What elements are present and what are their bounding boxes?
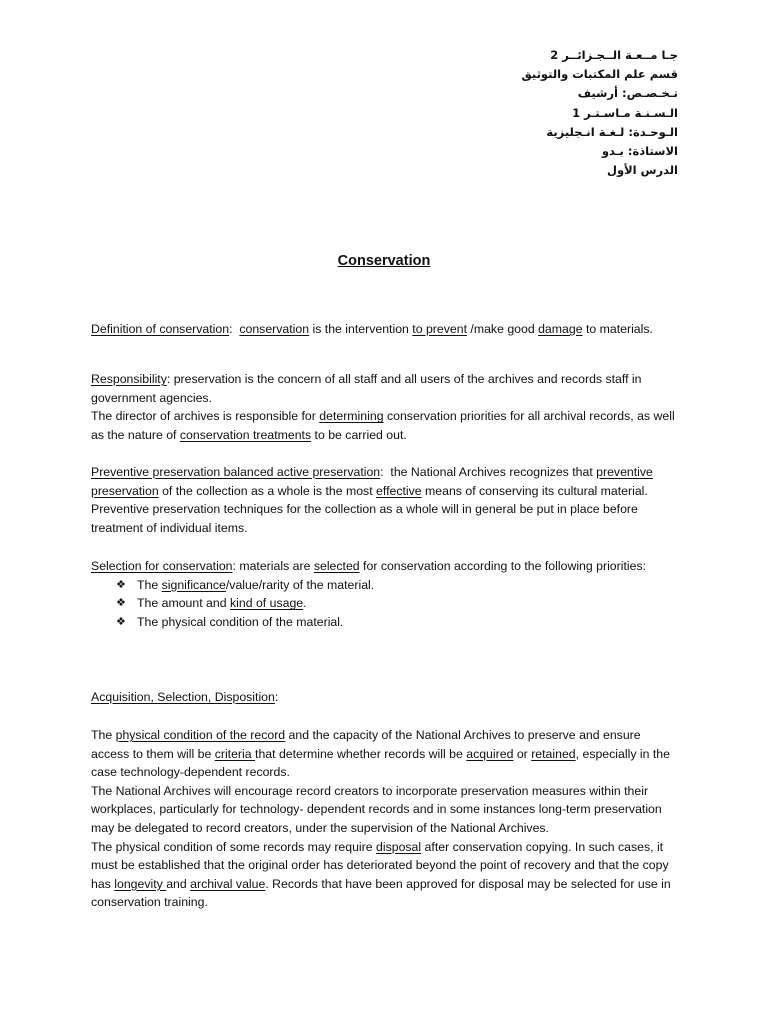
definition-section [91,320,677,339]
acquisition-paragraph-3: The physical condition of some records may require disposal after conservation copying. In such cases, it must be established that the original order has deteriorated beyond the point of recovery and that the copy has longevity and archival value. Records that have been approved for disposal may be selected for use in conservation training. [91,839,671,910]
acquisition-section [91,726,677,912]
selection-paragraph: Selection for conservation: materials are selected for conservation according to the following priorities: [91,559,647,573]
acquisition-heading: Acquisition, Selection, Disposition: [91,690,279,704]
list-item: ❖ The significance/value/rarity of the material. [116,576,677,595]
header-unit: الـوحـدة: لـغـة انـجليزية [546,124,678,139]
priority-list [91,576,677,632]
acquisition-paragraph-2: The National Archives will encourage record creators to incorporate preservation measures within their workplaces, particularly for technology- dependent records and in some instances long-term preservation may be delegated to record creators, under the supervision of the National Archives. [91,783,662,835]
diamond-bullet-icon: ❖ [116,597,126,610]
diamond-bullet-icon: ❖ [116,615,126,628]
header-university: جـا مــعـة الــجـزائــر 2 [550,48,678,62]
header-department: قسم علم المكتبات والتوثيق [521,67,678,82]
acquisition-label: Acquisition, Selection, Disposition [91,690,275,704]
responsibility-paragraph-1: Responsibility: preservation is the concern of all staff and all users of the archives and records staff in government agencies. [91,372,642,405]
page-title: Conservation [337,253,431,269]
definition-label: Definition of conservation [91,322,230,336]
arabic-header [358,46,678,180]
list-item: ❖ The amount and kind of usage. [116,594,677,613]
diamond-bullet-icon: ❖ [116,578,126,591]
responsibility-label: Responsibility [91,372,167,386]
preventive-section [91,463,677,537]
responsibility-section [91,370,677,444]
list-item: ❖ The physical condition of the material. [116,613,677,632]
header-lesson: الدرس الأول [606,163,678,178]
preventive-label: Preventive preservation balanced active preservation [91,465,381,479]
responsibility-paragraph-2: The director of archives is responsible for determining conservation priorities for all archival records, as well as the nature of conservation treatments to be carried out. [91,409,675,442]
header-specialty: تـخـصـص: أرشيف [577,86,678,101]
definition-paragraph: Definition of conservation: conservation is the intervention to prevent /make good damage to materials. [91,322,653,336]
header-teacher: الاستاذة: بـدو [601,144,678,159]
selection-section [91,557,677,631]
preventive-paragraph: Preventive preservation balanced active preservation: the National Archives recognizes that preventive preservation of the collection as a whole is the most effective means of conserving its cultural material. Preventive preservation techniques for the collection as a whole will in general be put in place before treatment of individual items. [91,465,653,535]
acquisition-paragraph-1: The physical condition of the record and the capacity of the National Archives to preserve and ensure access to them will be criteria that determine whether records will be acquired or retained, especially in the case technology-dependent records. [91,728,670,780]
selection-label: Selection for conservation [91,559,233,573]
header-year: الـسـنـة مـاسـتـر 1 [572,105,678,120]
